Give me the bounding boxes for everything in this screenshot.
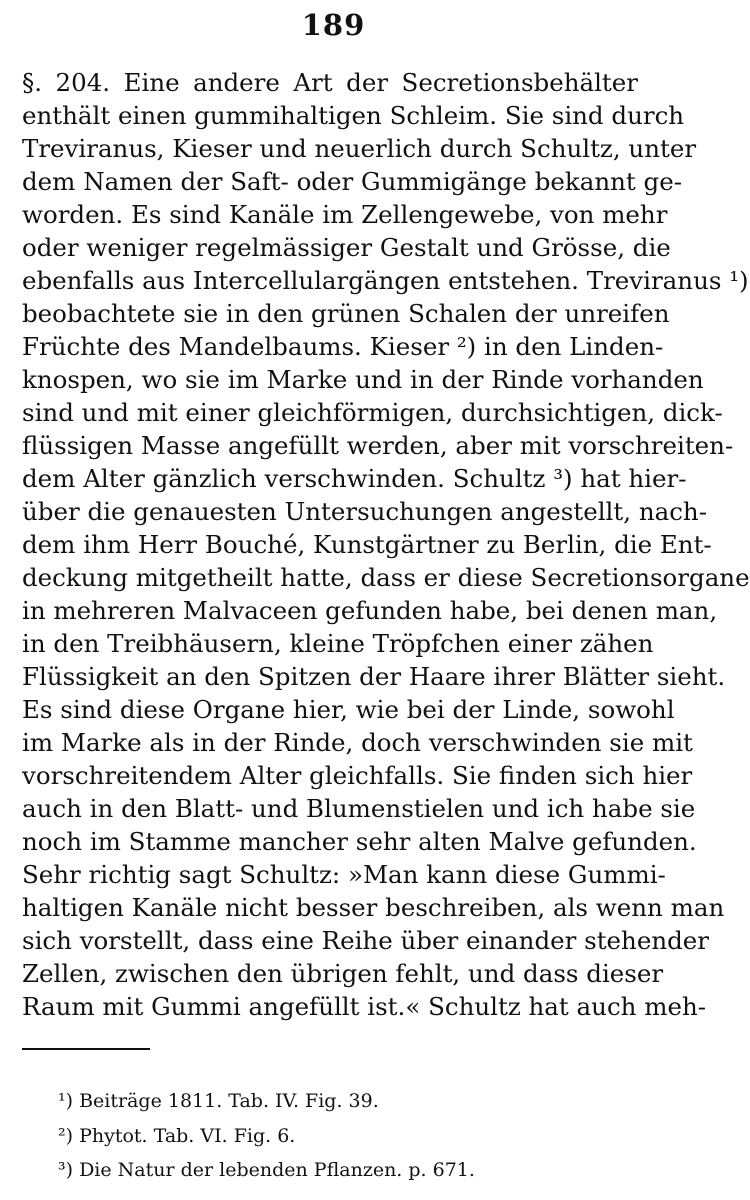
text-line: §. 204. Eine andere Art der Secretionsbehälter — [22, 68, 638, 97]
text-line: in den Treibhäusern, kleine Tröpfchen einer zähen — [22, 629, 654, 658]
text-line: über die genauesten Untersuchungen angestellt, nach- — [22, 497, 707, 526]
footnote-mark: ³) — [58, 1159, 74, 1181]
text-line: beobachtete sie in den grünen Schalen der unreifen — [22, 299, 670, 328]
footnote-text: Phytot. Tab. VI. Fig. 6. — [79, 1125, 296, 1147]
text-line: dem Alter gänzlich verschwinden. Schultz ³) hat hier- — [22, 464, 687, 493]
text-line: im Marke als in der Rinde, doch verschwinden sie mit — [22, 728, 693, 757]
text-line: in mehreren Malvaceen gefunden habe, bei denen man, — [22, 596, 718, 625]
text-line: Es sind diese Organe hier, wie bei der Linde, sowohl — [22, 695, 675, 724]
text-line: dem Namen der Saft- oder Gummigänge bekannt ge- — [22, 167, 683, 196]
footnote-text: Die Natur der lebenden Pflanzen. p. 671. — [79, 1159, 475, 1181]
text-line: dem ihm Herr Bouché, Kunstgärtner zu Berlin, die Ent- — [22, 530, 712, 559]
text-line: enthält einen gummihaltigen Schleim. Sie sind durch — [22, 101, 685, 130]
text-line: ebenfalls aus Intercellulargängen entstehen. Treviranus ¹) — [22, 266, 749, 295]
footnote-divider — [22, 1048, 150, 1050]
text-line: deckung mitgetheilt hatte, dass er diese Secretionsorgane — [22, 563, 750, 592]
text-line: haltigen Kanäle nicht besser beschreiben, als wenn man — [22, 893, 725, 922]
footnote — [58, 1122, 295, 1150]
text-line: Raum mit Gummi angefüllt ist.« Schultz hat auch meh- — [22, 992, 707, 1021]
footnote-mark: ²) — [58, 1125, 74, 1147]
text-line: sind und mit einer gleichförmigen, durchsichtigen, dick- — [22, 398, 723, 427]
text-line: noch im Stamme mancher sehr alten Malve gefunden. — [22, 827, 697, 856]
text-line: sich vorstellt, dass eine Reihe über einander stehender — [22, 926, 709, 955]
footnote — [58, 1087, 379, 1115]
text-line: Flüssigkeit an den Spitzen der Haare ihrer Blätter sieht. — [22, 662, 726, 691]
text-line: vorschreitendem Alter gleichfalls. Sie finden sich hier — [22, 761, 693, 790]
text-line: oder weniger regelmässiger Gestalt und Grösse, die — [22, 233, 671, 262]
text-line: flüssigen Masse angefüllt werden, aber mit vorschreiten- — [22, 431, 734, 460]
text-line: auch in den Blatt- und Blumenstielen und ich habe sie — [22, 794, 696, 823]
footnote — [58, 1156, 475, 1184]
page-number: 189 — [301, 8, 366, 42]
text-line: Sehr richtig sagt Schultz: »Man kann diese Gummi- — [22, 860, 666, 889]
text-line: Zellen, zwischen den übrigen fehlt, und dass dieser — [22, 959, 664, 988]
footnote-text: Beiträge 1811. Tab. IV. Fig. 39. — [79, 1090, 379, 1112]
text-line: worden. Es sind Kanäle im Zellengewebe, von mehr — [22, 200, 668, 229]
text-line: Früchte des Mandelbaums. Kieser ²) in den Linden- — [22, 332, 664, 361]
text-line: knospen, wo sie im Marke und in der Rinde vorhanden — [22, 365, 704, 394]
footnote-mark: ¹) — [58, 1090, 74, 1112]
text-line: Treviranus, Kieser und neuerlich durch Schultz, unter — [22, 134, 697, 163]
